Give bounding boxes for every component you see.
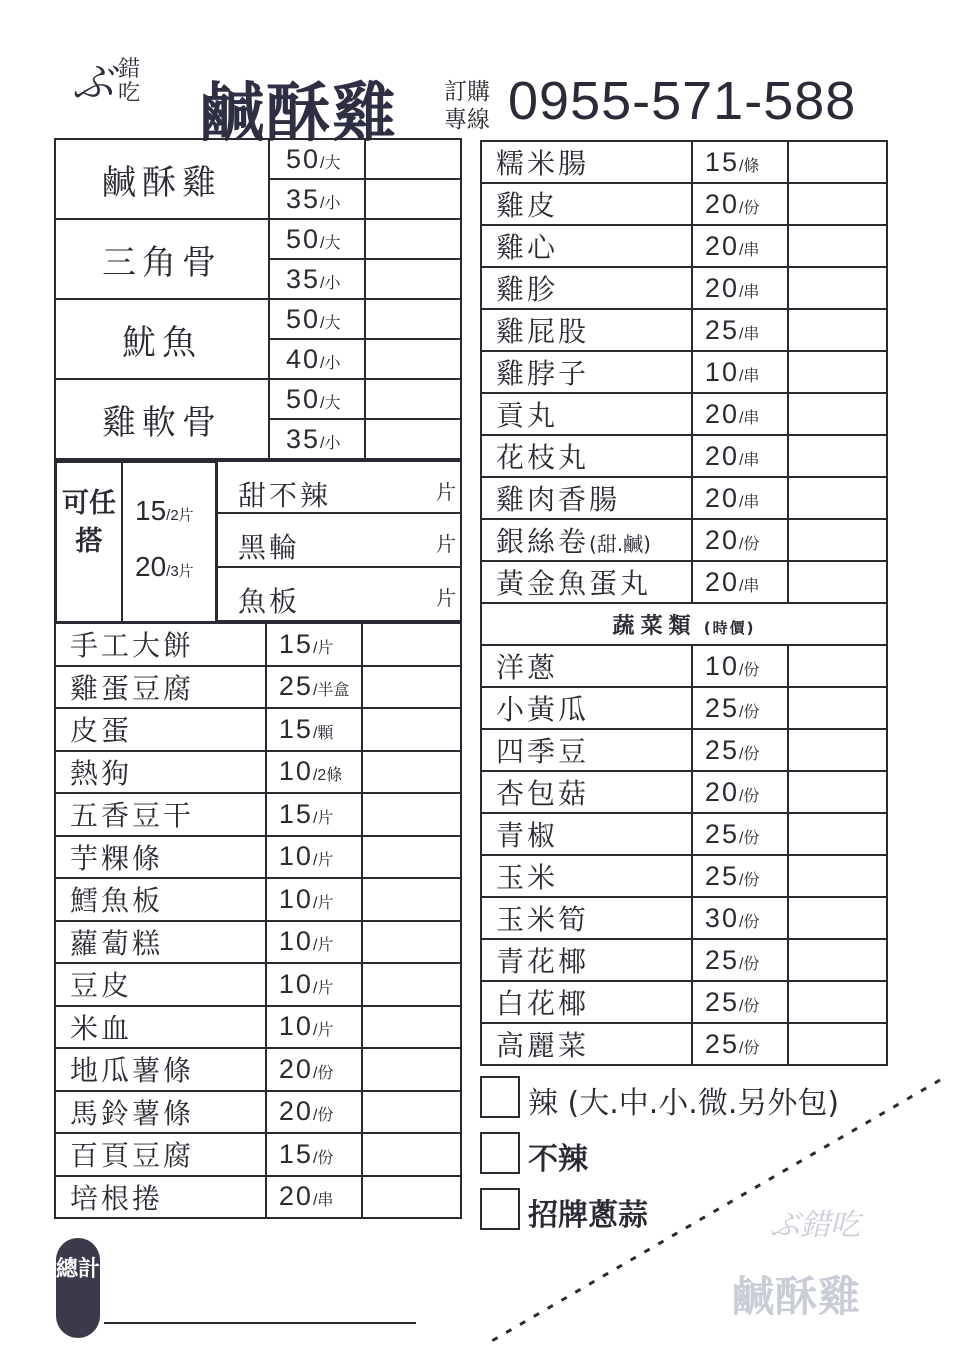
logo-small-text: 錯吃	[118, 57, 141, 106]
price-cell	[266, 793, 362, 836]
price-value: 20	[278, 1053, 313, 1084]
item-name: 三角骨	[55, 219, 269, 299]
price-value: 25	[704, 986, 739, 1017]
menu-row	[481, 561, 887, 603]
quantity-cell[interactable]	[788, 435, 887, 477]
menu-row	[481, 225, 887, 267]
price-value: 20	[704, 482, 739, 513]
price-value: 35	[286, 183, 321, 214]
price-value: 50	[286, 383, 321, 414]
menu-row	[55, 1176, 461, 1219]
price-cell	[692, 729, 788, 771]
item-name: 花枝丸	[481, 435, 692, 477]
price-unit: /份	[312, 1064, 334, 1082]
price-unit: /串	[738, 325, 760, 343]
combo-label: 可任搭	[57, 463, 123, 621]
menu-row	[481, 267, 887, 309]
price-cell	[692, 939, 788, 981]
menu-row	[481, 435, 887, 477]
quantity-cell[interactable]	[788, 813, 887, 855]
price-cell	[266, 623, 362, 666]
quantity-cell[interactable]	[365, 299, 461, 339]
price-unit: /大	[320, 234, 341, 252]
price-cell	[266, 1176, 362, 1219]
menu-row	[55, 836, 461, 879]
combo-box	[54, 460, 218, 624]
menu-row	[55, 963, 461, 1006]
menu-row	[55, 139, 461, 179]
quantity-cell[interactable]	[788, 267, 887, 309]
menu-row	[55, 219, 461, 259]
price-value: 20	[278, 1181, 313, 1212]
menu-row	[55, 708, 461, 751]
price-cell	[692, 393, 788, 435]
menu-row	[55, 379, 461, 419]
item-note: (甜.鹹)	[589, 532, 651, 556]
menu-row	[481, 477, 887, 519]
menu-row	[481, 771, 887, 813]
menu-row	[55, 793, 461, 836]
price-cell	[269, 139, 365, 179]
quantity-cell[interactable]	[788, 561, 887, 603]
price-value: 15	[278, 1138, 313, 1169]
price-unit: /片	[312, 979, 334, 997]
right-menu-table	[480, 140, 888, 1066]
price-cell	[692, 771, 788, 813]
price-value: 20	[704, 272, 739, 303]
menu-row	[481, 141, 887, 183]
price-cell	[692, 897, 788, 939]
price-cell	[266, 878, 362, 921]
price-value: 25	[704, 734, 739, 765]
quantity-cell[interactable]	[788, 183, 887, 225]
quantity-cell[interactable]	[788, 477, 887, 519]
price-cell	[692, 225, 788, 267]
quantity-cell[interactable]	[788, 519, 887, 561]
menu-row	[55, 666, 461, 709]
menu-header	[0, 0, 960, 151]
item-name: 蘿蔔糕	[55, 921, 266, 964]
price-value: 10	[278, 968, 313, 999]
menu-row	[55, 1006, 461, 1049]
item-name: 銀絲卷(甜.鹹)	[481, 519, 692, 561]
price-value: 20	[704, 776, 739, 807]
price-unit: /串	[738, 241, 760, 259]
menu-row	[481, 687, 887, 729]
item-name: 四季豆	[481, 729, 692, 771]
menu-row	[481, 183, 887, 225]
price-value: 20	[704, 188, 739, 219]
price-cell	[266, 708, 362, 751]
spicy-label: 辣 (大.中.小.微.另外包)	[528, 1086, 840, 1121]
menu-row	[55, 878, 461, 921]
price-value: 50	[286, 303, 321, 334]
price-value: 25	[704, 314, 739, 345]
price-unit: /份	[312, 1107, 334, 1125]
price-value: 20	[704, 398, 739, 429]
quantity-cell[interactable]	[362, 1048, 461, 1091]
menu-row	[481, 729, 887, 771]
quantity-cell[interactable]	[365, 259, 461, 299]
price-value: 35	[286, 423, 321, 454]
price-value: 25	[704, 860, 739, 891]
item-name: 熱狗	[55, 751, 266, 794]
quantity-cell[interactable]	[362, 751, 461, 794]
item-name: 皮蛋	[55, 708, 266, 751]
quantity-cell[interactable]	[788, 687, 887, 729]
price-unit: /小	[320, 354, 341, 372]
left-menu-table	[54, 138, 462, 460]
item-name: 杏包菇	[481, 771, 692, 813]
price-cell	[266, 1133, 362, 1176]
menu-row	[481, 981, 887, 1023]
item-name: 手工大餅	[55, 623, 266, 666]
combo-option-unit: 片	[436, 586, 456, 610]
watermark-title: 鹹酥雞	[732, 1272, 862, 1321]
price-value: 10	[278, 1011, 313, 1042]
quantity-cell[interactable]	[365, 379, 461, 419]
total-write-line[interactable]	[104, 1322, 416, 1324]
item-name: 雞皮	[481, 183, 692, 225]
combo-option-name: 魚板	[238, 585, 301, 618]
item-name: 玉米筍	[481, 897, 692, 939]
price-unit: /份	[738, 199, 760, 217]
price-value: 40	[286, 343, 321, 374]
price-value: 10	[278, 883, 313, 914]
quantity-cell[interactable]	[365, 419, 461, 459]
item-name: 雞軟骨	[55, 379, 269, 459]
price-unit: /顆	[312, 724, 334, 742]
vegetable-category: 蔬菜類 (時價)	[481, 603, 887, 645]
price-cell	[266, 666, 362, 709]
item-name: 黃金魚蛋丸	[481, 561, 692, 603]
price-unit: /大	[320, 154, 341, 172]
price-value: 25	[278, 671, 313, 702]
menu-row	[481, 939, 887, 981]
brand-title: 鹹酥雞	[200, 77, 398, 151]
price-unit: /串	[738, 283, 760, 301]
item-name: 培根捲	[55, 1176, 266, 1219]
price-value: 20	[278, 1096, 313, 1127]
signature-label: 招牌蔥蒜	[528, 1198, 648, 1233]
price-unit: /串	[312, 1192, 334, 1210]
combo-price-2pcs: 15/2片	[135, 495, 194, 526]
quantity-cell[interactable]	[365, 139, 461, 179]
quantity-cell[interactable]	[788, 309, 887, 351]
combo-options	[216, 460, 462, 622]
price-value: 10	[278, 756, 313, 787]
item-name: 鹹酥雞	[55, 139, 269, 219]
quantity-cell[interactable]	[788, 855, 887, 897]
menu-row	[481, 855, 887, 897]
quantity-cell[interactable]	[362, 708, 461, 751]
quantity-cell[interactable]	[362, 623, 461, 666]
price-value: 10	[704, 650, 739, 681]
price-unit: /份	[738, 745, 760, 763]
price-cell	[269, 259, 365, 299]
price-value: 20	[704, 524, 739, 555]
price-cell	[692, 813, 788, 855]
price-cell	[692, 267, 788, 309]
quantity-cell[interactable]	[362, 963, 461, 1006]
price-unit: /小	[320, 194, 341, 212]
item-name: 百頁豆腐	[55, 1133, 266, 1176]
menu-row	[481, 897, 887, 939]
item-name: 鱈魚板	[55, 878, 266, 921]
item-name: 魷魚	[55, 299, 269, 379]
price-unit: /片	[312, 809, 334, 827]
price-value: 15	[278, 798, 313, 829]
quantity-cell[interactable]	[362, 1006, 461, 1049]
item-name: 貢丸	[481, 393, 692, 435]
price-value: 35	[286, 263, 321, 294]
quantity-cell[interactable]	[788, 351, 887, 393]
price-value: 50	[286, 143, 321, 174]
not-spicy-label: 不辣	[528, 1142, 588, 1177]
price-cell	[692, 519, 788, 561]
menu-row	[481, 309, 887, 351]
price-cell	[266, 963, 362, 1006]
price-unit: /大	[320, 314, 341, 332]
menu-row	[55, 1048, 461, 1091]
menu-row	[481, 813, 887, 855]
price-unit: /份	[738, 913, 760, 931]
price-cell	[266, 1091, 362, 1134]
item-name: 雞脖子	[481, 351, 692, 393]
item-name: 米血	[55, 1006, 266, 1049]
price-cell	[692, 309, 788, 351]
quantity-cell[interactable]	[362, 1176, 461, 1219]
combo-option[interactable]	[216, 568, 462, 622]
price-cell	[692, 183, 788, 225]
price-value: 10	[278, 841, 313, 872]
quantity-cell[interactable]	[788, 897, 887, 939]
quantity-cell[interactable]	[362, 878, 461, 921]
watermark-logo-script: ぶ錯吃	[770, 1208, 860, 1243]
price-cell	[692, 687, 788, 729]
price-unit: /條	[738, 157, 760, 175]
price-value: 20	[704, 230, 739, 261]
price-value: 10	[704, 356, 739, 387]
item-name: 洋蔥	[481, 645, 692, 687]
quantity-cell[interactable]	[788, 771, 887, 813]
menu-row	[481, 351, 887, 393]
quantity-cell[interactable]	[365, 219, 461, 259]
total-label: 總計	[56, 1238, 100, 1338]
price-cell	[692, 1023, 788, 1065]
item-name: 雞蛋豆腐	[55, 666, 266, 709]
price-unit: /小	[320, 434, 341, 452]
price-cell	[269, 179, 365, 219]
quantity-cell[interactable]	[788, 939, 887, 981]
menu-row	[481, 519, 887, 561]
item-name: 小黃瓜	[481, 687, 692, 729]
price-unit: /半盒	[312, 682, 350, 700]
quantity-cell[interactable]	[362, 793, 461, 836]
combo-option-unit: 片	[436, 480, 456, 504]
price-value: 25	[704, 944, 739, 975]
quantity-cell[interactable]	[365, 339, 461, 379]
quantity-cell[interactable]	[362, 836, 461, 879]
price-value: 25	[704, 1028, 739, 1059]
price-value: 15	[278, 628, 313, 659]
price-cell	[269, 419, 365, 459]
quantity-cell[interactable]	[362, 921, 461, 964]
quantity-cell[interactable]	[362, 1091, 461, 1134]
price-unit: /份	[738, 1039, 760, 1057]
item-name: 馬鈴薯條	[55, 1091, 266, 1134]
price-cell	[269, 339, 365, 379]
quantity-cell[interactable]	[788, 645, 887, 687]
price-cell	[692, 981, 788, 1023]
item-name: 地瓜薯條	[55, 1048, 266, 1091]
price-value: 20	[704, 566, 739, 597]
price-cell	[266, 836, 362, 879]
price-unit: /小	[320, 274, 341, 292]
left-items-table	[54, 622, 462, 1219]
logo-script: ぶ	[72, 58, 115, 107]
price-unit: /份	[738, 829, 760, 847]
price-cell	[266, 1048, 362, 1091]
price-cell	[692, 141, 788, 183]
item-name: 青花椰	[481, 939, 692, 981]
combo-option[interactable]	[216, 514, 462, 568]
price-unit: /片	[312, 1022, 334, 1040]
quantity-cell[interactable]	[788, 981, 887, 1023]
menu-row	[55, 1133, 461, 1176]
price-unit: /份	[738, 955, 760, 973]
price-value: 20	[704, 440, 739, 471]
price-value: 10	[278, 926, 313, 957]
price-unit: /片	[312, 852, 334, 870]
price-value: 30	[704, 902, 739, 933]
price-unit: /串	[738, 367, 760, 385]
item-name: 雞心	[481, 225, 692, 267]
price-cell	[692, 855, 788, 897]
price-cell	[692, 351, 788, 393]
price-unit: /2條	[312, 767, 343, 785]
price-cell	[269, 379, 365, 419]
combo-option-name: 黑輪	[238, 531, 301, 564]
price-cell	[692, 435, 788, 477]
quantity-cell[interactable]	[788, 729, 887, 771]
phone-number[interactable]: 0955-571-588	[508, 71, 857, 131]
price-cell	[266, 1006, 362, 1049]
quantity-cell[interactable]	[788, 1023, 887, 1065]
item-name: 青椒	[481, 813, 692, 855]
combo-option[interactable]	[216, 460, 462, 514]
price-cell	[269, 299, 365, 339]
quantity-cell[interactable]	[365, 179, 461, 219]
price-unit: /大	[320, 394, 341, 412]
item-name: 芋粿條	[55, 836, 266, 879]
combo-option-unit: 片	[436, 532, 456, 556]
menu-row	[481, 393, 887, 435]
price-unit: /串	[738, 493, 760, 511]
item-name: 玉米	[481, 855, 692, 897]
price-unit: /份	[312, 1149, 334, 1167]
price-cell	[266, 751, 362, 794]
price-unit: /份	[738, 997, 760, 1015]
quantity-cell[interactable]	[788, 225, 887, 267]
item-name: 雞胗	[481, 267, 692, 309]
order-hotline-label: 訂購 專線	[444, 79, 490, 133]
price-value: 50	[286, 223, 321, 254]
price-unit: /份	[738, 871, 760, 889]
menu-row	[55, 1091, 461, 1134]
item-name: 高麗菜	[481, 1023, 692, 1065]
price-unit: /串	[738, 451, 760, 469]
price-unit: /份	[738, 787, 760, 805]
price-cell	[692, 561, 788, 603]
quantity-cell[interactable]	[362, 666, 461, 709]
item-name: 雞屁股	[481, 309, 692, 351]
menu-row	[55, 921, 461, 964]
price-cell	[266, 921, 362, 964]
category-row	[481, 603, 887, 645]
price-unit: /份	[738, 661, 760, 679]
combo-option-name: 甜不辣	[238, 479, 332, 512]
menu-row	[481, 645, 887, 687]
price-unit: /份	[738, 703, 760, 721]
price-cell	[692, 645, 788, 687]
price-unit: /份	[738, 535, 760, 553]
price-value: 15	[704, 146, 739, 177]
menu-row	[55, 299, 461, 339]
price-unit: /串	[738, 577, 760, 595]
price-unit: /片	[312, 937, 334, 955]
price-unit: /片	[312, 639, 334, 657]
quantity-cell[interactable]	[362, 1133, 461, 1176]
item-name: 糯米腸	[481, 141, 692, 183]
price-value: 25	[704, 692, 739, 723]
price-unit: /串	[738, 409, 760, 427]
price-cell	[692, 477, 788, 519]
price-value: 25	[704, 818, 739, 849]
menu-row	[55, 751, 461, 794]
item-name: 白花椰	[481, 981, 692, 1023]
item-name: 五香豆干	[55, 793, 266, 836]
quantity-cell[interactable]	[788, 141, 887, 183]
price-cell	[269, 219, 365, 259]
price-value: 15	[278, 713, 313, 744]
price-unit: /片	[312, 894, 334, 912]
item-name: 豆皮	[55, 963, 266, 1006]
menu-row	[55, 623, 461, 666]
quantity-cell[interactable]	[788, 393, 887, 435]
combo-price-3pcs: 20/3片	[135, 551, 194, 582]
menu-row	[481, 1023, 887, 1065]
dashed-fold-line	[480, 1070, 960, 1352]
item-name: 雞肉香腸	[481, 477, 692, 519]
